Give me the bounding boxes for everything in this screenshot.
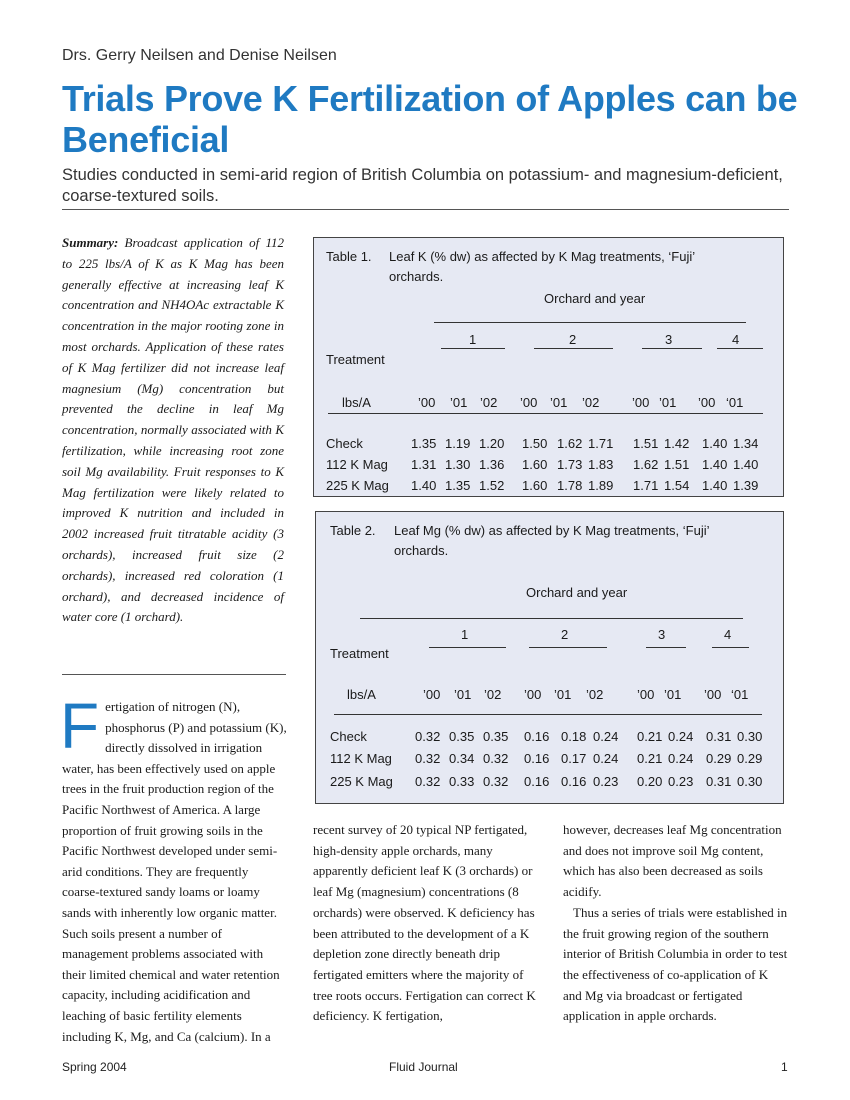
cell: 0.16 [524,751,550,766]
cell: 1.52 [479,478,505,493]
cell: 0.30 [737,774,763,789]
table-caption: Leaf Mg (% dw) as affected by K Mag treatments, ‘Fuji’ [394,523,710,538]
group-header: Orchard and year [526,585,628,600]
drop-cap: F [60,690,100,762]
cell: 0.32 [483,751,509,766]
year-header: ’01 [554,687,572,702]
body-column-2: recent survey of 20 typical NP fertigated, high-density apple orchards, many apparently deficient leaf K (3 orchards) or leaf Mg (magnesium) concentrations (8 orchards) were observed. K deficiency has been attributed to the development of a K depletion zone directly beneath drip fertigated emitters where the majority of tree roots occurs. Fertigation can correct K deficiency. K fertigation, [313,822,536,1024]
cell: 1.51 [633,436,659,451]
year-header: ’01 [659,395,677,410]
col3-paragraph-1: however, decreases leaf Mg concentration and does not improve soil Mg content, which has also been decreased as soils acidify. [563,822,782,900]
cell: 1.40 [702,436,728,451]
cell: 0.24 [668,729,694,744]
table-1 [313,237,784,497]
row-label: Check [326,436,363,451]
body-column-1 [60,690,288,1047]
body-column-3 [563,820,789,1027]
orchard-label: 1 [461,627,469,642]
cell: 1.40 [411,478,437,493]
authors: Drs. Gerry Neilsen and Denise Neilsen [62,47,337,64]
cell: 0.33 [449,774,475,789]
orchard-label: 2 [561,627,569,642]
cell: 0.35 [483,729,509,744]
footer-journal: Fluid Journal [389,1060,458,1074]
orchard-label: 4 [724,627,732,642]
cell: 0.21 [637,751,663,766]
cell: 0.29 [737,751,763,766]
cell: 0.17 [561,751,587,766]
table-caption-cont: orchards. [394,543,449,558]
orchard-label: 3 [658,627,666,642]
cell: 0.23 [593,774,619,789]
cell: 0.16 [524,729,550,744]
col3-paragraph-2: Thus a series of trials were established in the fruit growing region of the southern interior of British Columbia in order to test the effectiveness of co-application of K and Mg via broadcast or fertigated application in apple orchards. [563,904,788,1024]
year-header: ’00 [698,395,716,410]
year-header: ’00 [524,687,542,702]
cell: 1.40 [702,478,728,493]
group-header: Orchard and year [544,291,646,306]
cell: 0.24 [668,751,694,766]
treatment-header: Treatment [330,646,389,661]
cell: 1.42 [664,436,690,451]
cell: 0.24 [593,729,619,744]
cell: 1.30 [445,457,471,472]
orchard-label: 3 [665,332,673,347]
row-label: 112 K Mag [326,457,388,472]
header-rule [334,714,762,715]
orchard-rule [529,647,607,648]
row-label: Check [330,729,367,744]
cell: 1.51 [664,457,690,472]
cell: 1.71 [588,436,614,451]
summary-text: Broadcast application of 112 to 225 lbs/A of K as K Mag has been generally effective at increasing leaf K concentration and NH4OAc extractable K concentration in the major rooting zone in most orchards. Application of these rates of K Mag fertilizer did not increase leaf magnesium (Mg) concentration but prevented the decline in leaf Mg concentration, normally associated with K fertilization, while increasing root zone soil Mg availability. Fruit responses to K Mag fertilization were likely related to improved K nutrition and included in 2002 increased fruit titratable acidity (3 orchards), increased fruit size (2 orchards), increased red coloration (1 orchard), and decreased incidence of water core (1 orchard). [62,235,284,625]
cell: 0.21 [637,729,663,744]
cell: 0.31 [706,729,732,744]
cell: 0.16 [561,774,587,789]
cell: 1.20 [479,436,505,451]
year-header: ’02 [582,395,600,410]
year-header: ’01 [450,395,468,410]
page-number: 1 [781,1060,788,1074]
treatment-header: Treatment [326,352,385,367]
year-header: ’00 [520,395,538,410]
cell: 1.35 [411,436,437,451]
cell: 0.34 [449,751,475,766]
table-label: Table 2. [330,523,376,538]
cell: 1.71 [633,478,659,493]
cell: 1.31 [411,457,437,472]
orchard-label: 2 [569,332,577,347]
cell: 1.73 [557,457,583,472]
article-title: Trials Prove K Fertilization of Apples can be Beneficial [62,78,798,160]
cell: 0.16 [524,774,550,789]
cell: 1.62 [557,436,583,451]
unit-header: lbs/A [347,687,376,702]
table-caption: Leaf K (% dw) as affected by K Mag treatments, ‘Fuji’ [389,249,696,264]
cell: 0.24 [593,751,619,766]
footer-issue: Spring 2004 [62,1060,127,1074]
cell: 1.54 [664,478,690,493]
year-header: ’00 [632,395,650,410]
header-divider [62,209,789,210]
cell: 1.60 [522,478,548,493]
orchard-rule [441,348,505,349]
col1-text: ertigation of nitrogen (N), phosphorus (P) and potassium (K), directly dissolved in irrigation water, has been effectively used on apple trees in the fruit production region of the Pacific Northwest of America. A large proportion of fruit growing soils in the Pacific Northwest developed under semi-arid conditions. They are frequently coarse-textured sandy loams or loamy sands with inherently low organic matter. Such soils present a number of management problems associated with their limited chemical and water retention capacity, including acidification and leaching of basic fertility elements including K, Mg, and Ca (calcium). In a [62,699,287,1044]
row-label: 112 K Mag [330,751,392,766]
year-header: ’01 [550,395,568,410]
unit-header: lbs/A [342,395,371,410]
summary [62,233,284,628]
year-header: ’00 [704,687,722,702]
cell: 0.30 [737,729,763,744]
cell: 1.78 [557,478,583,493]
group-rule [360,618,743,619]
cell: 1.35 [445,478,471,493]
header-rule [328,413,763,414]
cell: 1.40 [733,457,759,472]
cell: 0.32 [415,774,441,789]
year-header: ‘01 [731,687,749,702]
table-caption-cont: orchards. [389,269,444,284]
row-label: 225 K Mag [330,774,393,789]
year-header: ’02 [480,395,498,410]
cell: 1.60 [522,457,548,472]
year-header: ’01 [664,687,682,702]
summary-label: Summary: [62,235,119,250]
year-header: ’01 [454,687,472,702]
orchard-rule [534,348,613,349]
table-2 [315,511,784,804]
cell: 0.32 [483,774,509,789]
year-header: ’00 [418,395,436,410]
group-rule [434,322,746,323]
year-header: ’02 [586,687,604,702]
cell: 0.35 [449,729,475,744]
cell: 1.89 [588,478,614,493]
summary-divider [62,674,286,675]
cell: 1.36 [479,457,505,472]
article-subtitle: Studies conducted in semi-arid region of British Columbia on potassium- and magnesium-deficient, coarse-textured soils. [62,166,783,205]
cell: 1.34 [733,436,759,451]
orchard-rule [717,348,763,349]
orchard-rule [646,647,686,648]
orchard-rule [642,348,702,349]
cell: 0.31 [706,774,732,789]
orchard-label: 1 [469,332,477,347]
cell: 1.19 [445,436,471,451]
cell: 0.29 [706,751,732,766]
cell: 1.62 [633,457,659,472]
row-label: 225 K Mag [326,478,389,493]
year-header: ’02 [484,687,502,702]
orchard-rule [429,647,506,648]
cell: 1.40 [702,457,728,472]
year-header: ’00 [423,687,441,702]
cell: 0.23 [668,774,694,789]
cell: 1.39 [733,478,759,493]
year-header: ‘01 [726,395,744,410]
cell: 1.50 [522,436,548,451]
cell: 0.32 [415,751,441,766]
cell: 1.83 [588,457,614,472]
table-label: Table 1. [326,249,372,264]
orchard-rule [712,647,749,648]
cell: 0.32 [415,729,441,744]
cell: 0.18 [561,729,587,744]
cell: 0.20 [637,774,663,789]
year-header: ’00 [637,687,655,702]
orchard-label: 4 [732,332,740,347]
